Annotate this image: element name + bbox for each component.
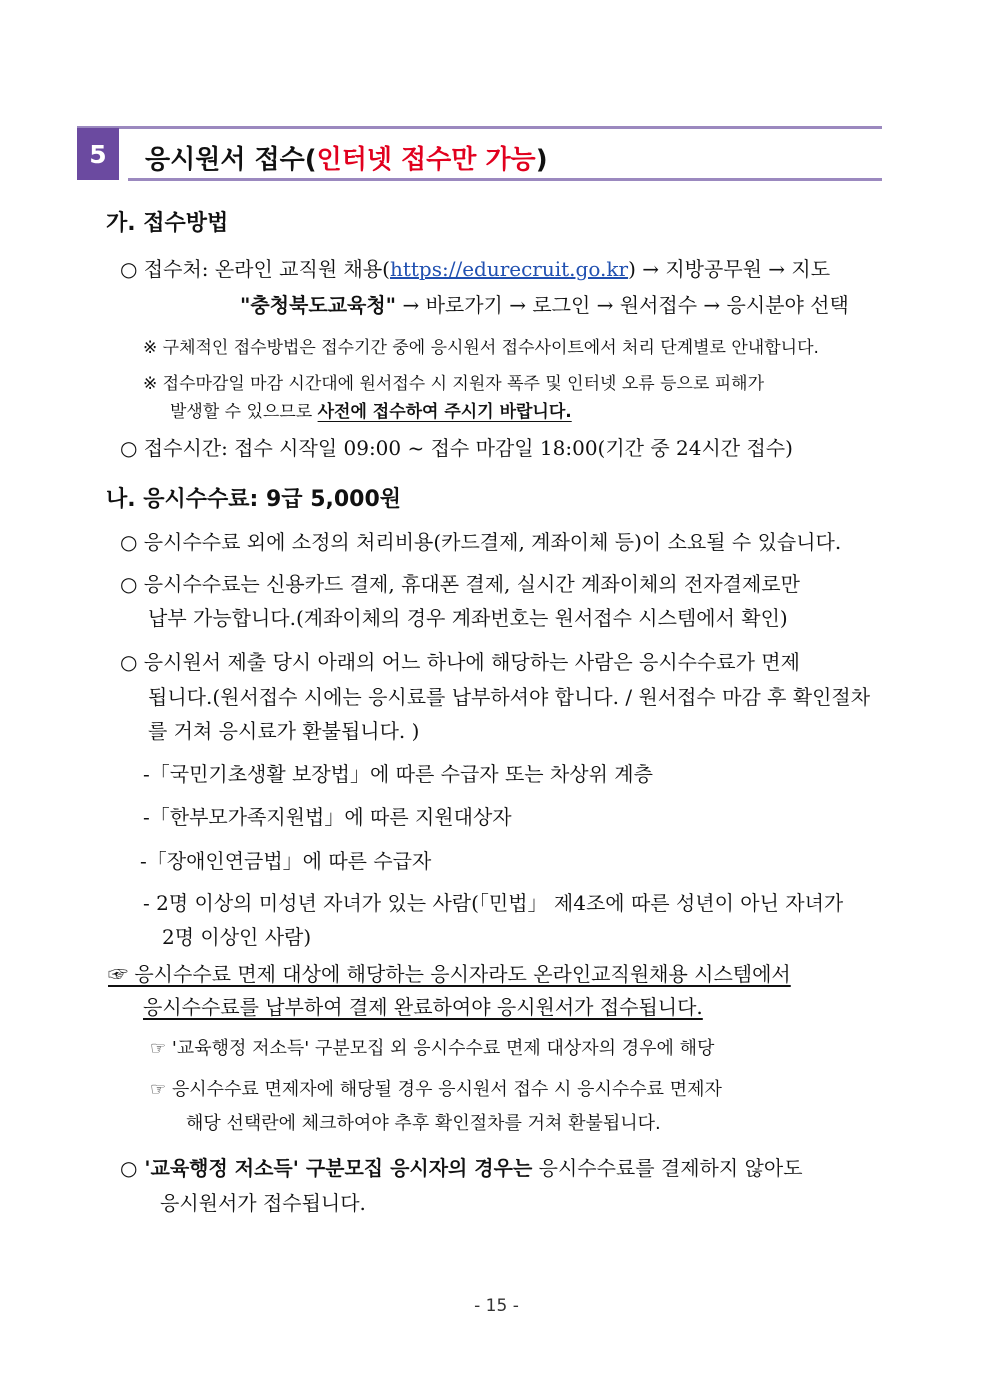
place-line-2: "충청북도교육청" → 바로가기 → 로그인 → 원서접수 → 응시분야 선택 <box>240 293 849 317</box>
note-deadline-1: ※ 접수마감일 마감 시간대에 원서접수 시 지원자 폭주 및 인터넷 오류 등으로 피해가 <box>143 374 765 394</box>
fee-item-1: ○ 응시수수료 외에 소정의 처리비용(카드결제, 계좌이체 등)이 소요될 수 있습니다. <box>120 530 842 554</box>
exempt-item-4-line-2: 2명 이상인 사람) <box>162 925 312 949</box>
fee-item-2-line-1: ○ 응시수수료는 신용카드 결제, 휴대폰 결제, 실시간 계좌이체의 전자결제로만 <box>120 572 800 596</box>
fee-item-3-line-1: ○ 응시원서 제출 당시 아래의 어느 하나에 해당하는 사람은 응시수수료가 면제 <box>120 650 800 674</box>
exempt-item-3: -「장애인연금법」에 따른 수급자 <box>140 849 432 873</box>
exempt-item-2: -「한부모가족지원법」에 따른 지원대상자 <box>143 805 512 829</box>
exempt-notice-line-1: ☞ 응시수수료 면제 대상에 해당하는 응시자라도 온라인교직원채용 시스템에서 <box>108 962 791 986</box>
section-title: 응시원서 접수(인터넷 접수만 가능) <box>145 145 548 175</box>
low-income-line-2: 응시원서가 접수됩니다. <box>160 1191 366 1215</box>
page-number: - 15 - <box>474 1296 519 1316</box>
section-rule-top <box>77 126 882 129</box>
reception-time: ○ 접수시간: 접수 시작일 09:00 ~ 접수 마감일 18:00(기간 중 24시간 접수) <box>120 436 793 460</box>
note-deadline-2: 발생할 수 있으므로 사전에 접수하여 주시기 바랍니다. <box>170 402 572 422</box>
sub-notice-2-line-2: 해당 선택란에 체크하여야 추후 확인절차를 거쳐 환불됩니다. <box>186 1113 661 1134</box>
exempt-item-4-line-1: - 2명 이상의 미성년 자녀가 있는 사람(「민법」 제4조에 따른 성년이 아닌 자녀가 <box>143 891 844 915</box>
fee-item-3-line-2: 됩니다.(원서접수 시에는 응시료를 납부하셔야 합니다. / 원서접수 마감 후 확인절차 <box>148 685 871 709</box>
place-line-1: ○ 접수처: 온라인 교직원 채용(https://edurecruit.go.kr) → 지방공무원 → 지도 <box>120 257 831 281</box>
low-income-line-1: ○ '교육행정 저소득' 구분모집 응시자의 경우는 응시수수료를 결제하지 않아도 <box>120 1156 803 1180</box>
section-number-badge: 5 <box>77 128 119 180</box>
edurecruit-link[interactable]: https://edurecruit.go.kr <box>389 257 629 281</box>
heading-ga: 가. 접수방법 <box>106 211 229 236</box>
heading-na: 나. 응시수수료: 9급 5,000원 <box>106 487 402 512</box>
fee-item-2-line-2: 납부 가능합니다.(계좌이체의 경우 계좌번호는 원서접수 시스템에서 확인) <box>148 606 788 630</box>
sub-notice-1: ☞ '교육행정 저소득' 구분모집 외 응시수수료 면제 대상자의 경우에 해당 <box>150 1038 715 1059</box>
exempt-notice-line-2: 응시수수료를 납부하여 결제 완료하여야 응시원서가 접수됩니다. <box>143 995 703 1019</box>
section-rule-bottom <box>128 178 882 181</box>
fee-item-3-line-3: 를 거쳐 응시료가 환불됩니다. ) <box>148 719 420 743</box>
note-method: ※ 구체적인 접수방법은 접수기간 중에 응시원서 접수사이트에서 처리 단계별로 안내합니다. <box>143 338 819 358</box>
sub-notice-2-line-1: ☞ 응시수수료 면제자에 해당될 경우 응시원서 접수 시 응시수수료 면제자 <box>150 1079 722 1100</box>
section-title-highlight: 인터넷 접수만 가능 <box>316 145 536 175</box>
exempt-item-1: -「국민기초생활 보장법」에 따른 수급자 또는 차상위 계층 <box>143 762 653 786</box>
